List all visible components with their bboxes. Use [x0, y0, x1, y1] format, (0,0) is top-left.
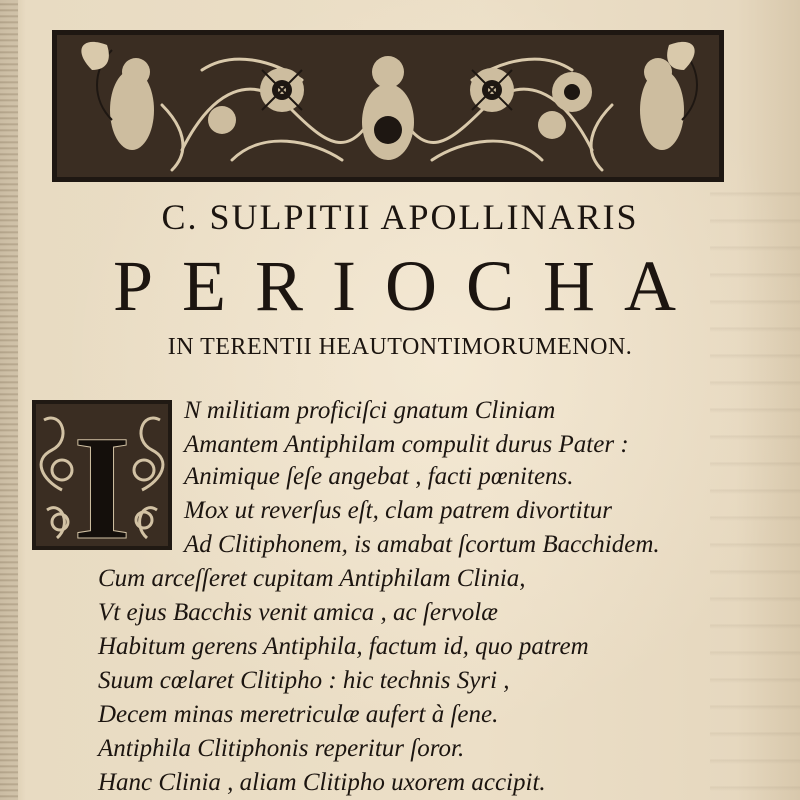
- text-line: Amantem Antiphilam compulit durus Pater :: [184, 431, 629, 458]
- drop-cap-icon: [32, 400, 172, 550]
- page-title: PERIOCHA: [112, 246, 706, 326]
- text-line: Decem minas meretriculæ aufert à ſene.: [98, 701, 499, 728]
- text-line: Vt ejus Bacchis venit amica , ac ſervolæ: [98, 599, 498, 626]
- text-line: Mox ut reverſus eſt, clam patrem divortitur: [184, 497, 612, 524]
- text-line: Hanc Clinia , aliam Clitipho uxorem accipit.: [98, 769, 546, 796]
- drop-cap-letter: I: [72, 405, 132, 550]
- text-line: Ad Clitiphonem, is amabat ſcortum Bacchidem.: [184, 531, 660, 558]
- text-line: N militiam proficiſci gnatum Cliniam: [184, 397, 556, 424]
- text-line: Animique ſeſe angebat , facti pœnitens.: [184, 463, 574, 490]
- text-line: Cum arceſſeret cupitam Antiphilam Clinia,: [98, 565, 526, 592]
- text-line: Habitum gerens Antiphila, factum id, quo patrem: [98, 633, 589, 660]
- page-subtitle: IN TERENTII HEAUTONTIMORUMENON.: [167, 334, 633, 360]
- page-binding-edge: [0, 0, 18, 800]
- text-line: Antiphila Clitiphonis reperitur ſoror.: [98, 735, 465, 762]
- author-heading: C. SULPITII APOLLINARIS: [161, 197, 639, 237]
- text-line: Suum cœlaret Clitipho : hic technis Syri ,: [98, 667, 510, 694]
- woodcut-headpiece-icon: [52, 30, 724, 182]
